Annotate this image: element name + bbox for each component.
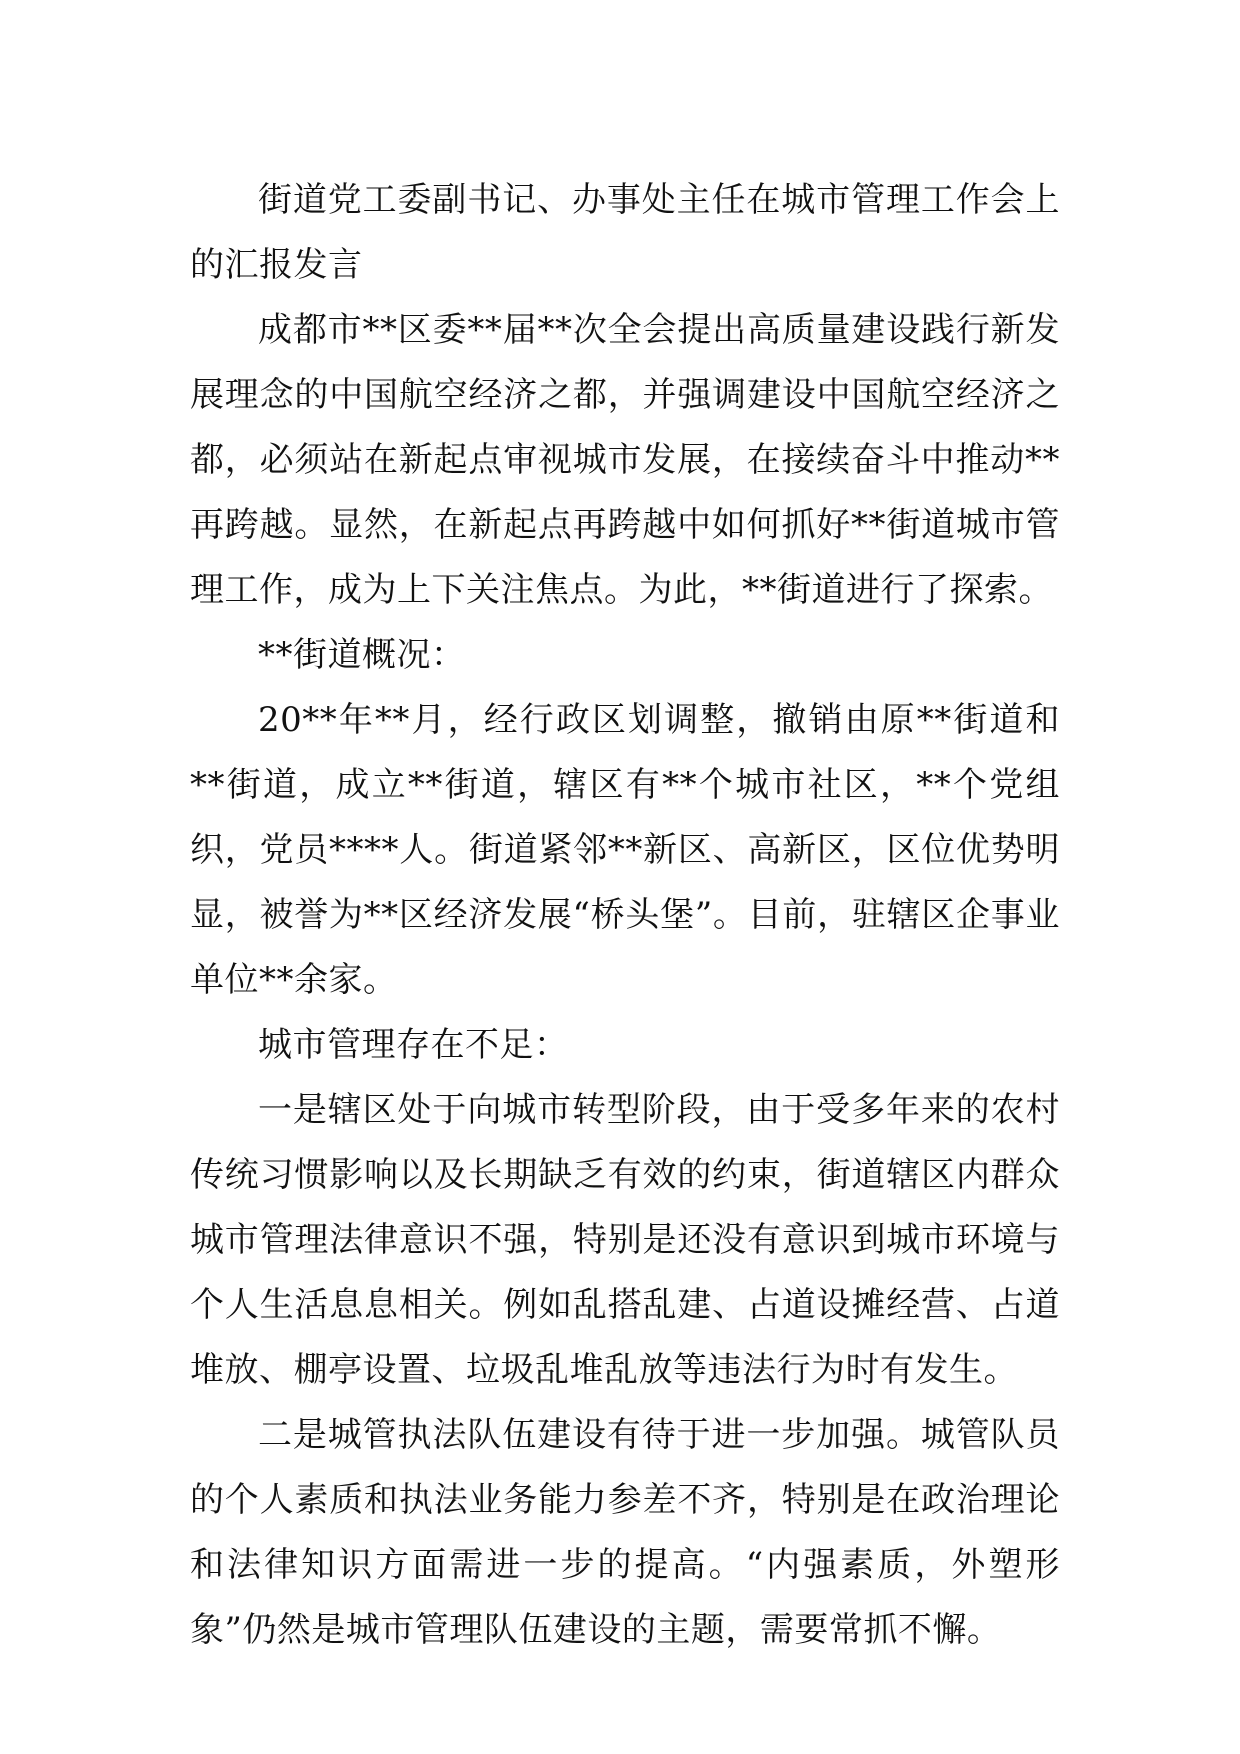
overview-heading: **街道概况：: [258, 635, 466, 675]
shortcomings-heading: 城市管理存在不足：: [258, 1025, 569, 1065]
overview-paragraph: 20**年**月，经行政区划调整，撤销由原**街道和**街道，成立**街道，辖区有**个城市社区，**个党组织，党员****人。街道紧邻**新区、高新区，区位优势明显，被誉为**区经济发展“桥头堡”。目前，驻辖区企事业单位**余家。: [190, 700, 1060, 1000]
document-body: [190, 168, 1060, 1663]
shortcoming-point-2: 二是城管执法队伍建设有待于进一步加强。城管队员的个人素质和执法业务能力参差不齐，特别是在政治理论和法律知识方面需进一步的提高。“内强素质，外塑形象”仍然是城市管理队伍建设的主题，需要常抓不懈。: [190, 1415, 1060, 1650]
shortcoming-point-1: 一是辖区处于向城市转型阶段，由于受多年来的农村传统习惯影响以及长期缺乏有效的约束，街道辖区内群众城市管理法律意识不强，特别是还没有意识到城市环境与个人生活息息相关。例如乱搭乱建、占道设摊经营、占道堆放、棚亭设置、垃圾乱堆乱放等违法行为时有发生。: [190, 1090, 1060, 1390]
intro-paragraph: 成都市**区委**届**次全会提出高质量建设践行新发展理念的中国航空经济之都，并强调建设中国航空经济之都，必须站在新起点审视城市发展，在接续奋斗中推动**再跨越。显然，在新起点再跨越中如何抓好**街道城市管理工作，成为上下关注焦点。为此，**街道进行了探索。: [190, 310, 1060, 610]
document-title: 街道党工委副书记、办事处主任在城市管理工作会上的汇报发言: [190, 180, 1060, 285]
